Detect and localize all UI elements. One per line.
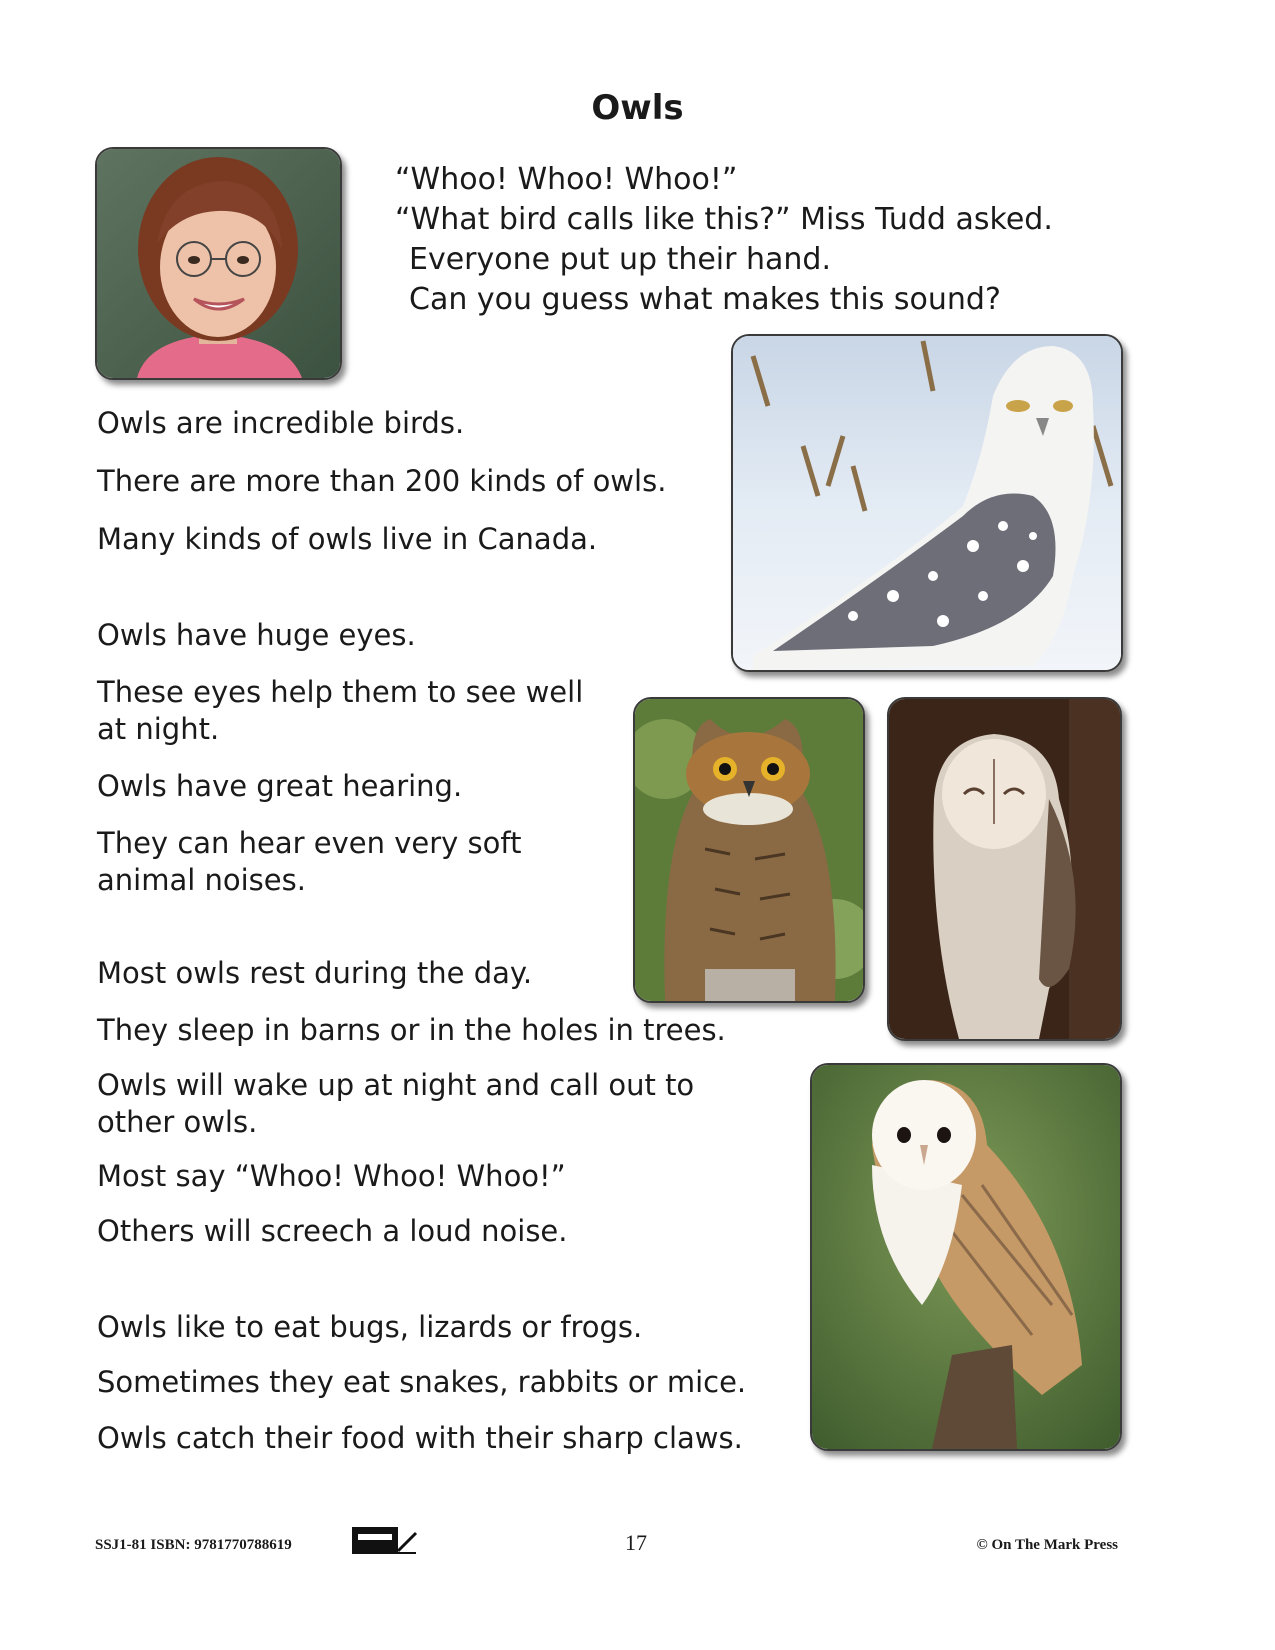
paragraph: They sleep in barns or in the holes in trees. (97, 1013, 726, 1047)
snowy-owl-photo (731, 334, 1123, 672)
paragraph: Owls like to eat bugs, lizards or frogs. (97, 1310, 643, 1344)
page-title: Owls (591, 88, 684, 128)
barn-owl-perched-photo (810, 1063, 1122, 1451)
footer-publisher: © On The Mark Press (976, 1537, 1118, 1553)
paragraph: These eyes help them to see well at night. (97, 675, 584, 746)
paragraph: Others will screech a loud noise. (97, 1214, 568, 1248)
paragraph: Owls have huge eyes. (97, 618, 416, 652)
intro-line: “Whoo! Whoo! Whoo!” (395, 162, 738, 197)
great-horned-owl-photo (633, 697, 865, 1003)
intro-line: Everyone put up their hand. (409, 242, 831, 277)
paragraph: Many kinds of owls live in Canada. (97, 522, 598, 556)
printer-logo-icon (350, 1525, 418, 1555)
teacher-photo (95, 147, 342, 380)
paragraph: They can hear even very soft animal noises. (97, 826, 522, 897)
paragraph: Owls are incredible birds. (97, 406, 465, 440)
paragraph: Owls will wake up at night and call out to other owls. (97, 1068, 695, 1139)
barn-owl-dark-photo (887, 697, 1122, 1041)
paragraph: There are more than 200 kinds of owls. (97, 464, 667, 498)
intro-line: Can you guess what makes this sound? (409, 282, 1001, 317)
intro-line: “What bird calls like this?” Miss Tudd asked. (395, 202, 1053, 237)
paragraph: Owls have great hearing. (97, 769, 463, 803)
intro-dialogue (395, 160, 1053, 320)
footer-code: SSJ1-81 ISBN: 9781770788619 (95, 1537, 292, 1553)
paragraph: Most owls rest during the day. (97, 956, 533, 990)
paragraph: Sometimes they eat snakes, rabbits or mice. (97, 1365, 747, 1399)
page-number: 17 (625, 1530, 647, 1555)
paragraph: Most say “Whoo! Whoo! Whoo!” (97, 1159, 566, 1193)
paragraph: Owls catch their food with their sharp claws. (97, 1421, 743, 1455)
